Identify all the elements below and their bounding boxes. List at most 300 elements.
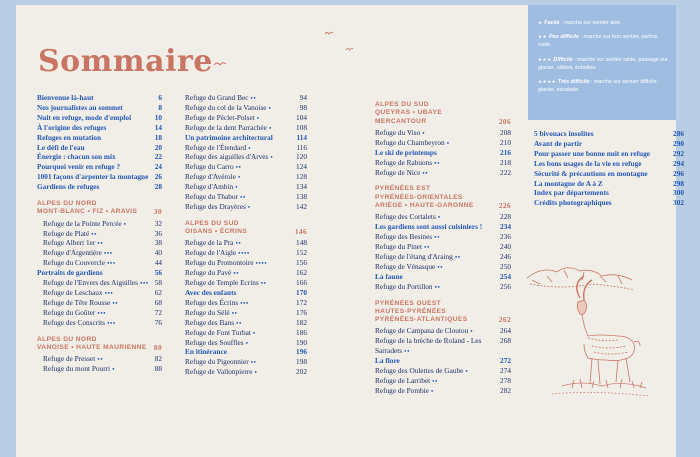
difficulty-stars-icon: ●● <box>231 309 238 315</box>
page-number: 40 <box>154 248 162 258</box>
toc-refuge-entry[interactable] <box>185 143 307 153</box>
section-heading[interactable] <box>185 228 307 236</box>
toc-chapter-label: Le ski de printemps <box>375 147 437 157</box>
page-number: 286 <box>673 129 684 138</box>
toc-refuge-label: Refuge des Drayères ● <box>185 201 251 211</box>
difficulty-stars-icon: ●●● <box>97 309 107 315</box>
toc-refuge-entry[interactable] <box>185 318 307 328</box>
toc-refuge-entry[interactable] <box>185 298 307 308</box>
toc-refuge-label: Refuge des Oulettes de Gaube ● <box>375 366 469 376</box>
toc-refuge-label: Refuge Albert 1er ●● <box>43 238 104 248</box>
toc-chapter[interactable] <box>37 182 162 192</box>
section-heading[interactable] <box>375 202 511 210</box>
page-number: 210 <box>500 137 511 147</box>
toc-refuge-label: Refuge de l'Étendard ● <box>185 142 252 152</box>
section-heading-label: HAUTES-PYRÉNÉES <box>375 307 447 315</box>
toc-refuge-entry[interactable] <box>37 318 162 328</box>
difficulty-stars-icon: ● <box>470 328 474 334</box>
difficulty-stars-icon: ●● <box>434 234 440 240</box>
page-number: 274 <box>500 366 511 376</box>
toc-refuge-entry[interactable] <box>375 128 511 138</box>
difficulty-stars-icon: ● <box>248 144 252 150</box>
section-heading-label: PYRÉNÉES OUEST <box>375 299 442 307</box>
difficulty-stars-icon: ●●● <box>107 319 116 325</box>
toc-chapter[interactable] <box>37 162 162 172</box>
bird-icon <box>345 46 354 52</box>
toc-chapter[interactable] <box>37 133 162 143</box>
toc-refuge-label: Refuge du Couvercle ●●● <box>43 258 116 268</box>
toc-chapter-label: Portraits de gardiens <box>37 268 103 278</box>
page-number: 302 <box>673 198 684 208</box>
page-number: 146 <box>294 227 307 237</box>
toc-refuge-entry[interactable] <box>185 328 307 338</box>
page-number: 62 <box>154 288 162 297</box>
ibex-illustration <box>522 262 652 402</box>
page-number: 14 <box>154 122 162 132</box>
toc-refuge-label: Refuge des aiguilles d'Arves ● <box>185 152 274 162</box>
section-heading[interactable] <box>375 185 511 193</box>
toc-column-2 <box>185 93 307 377</box>
page-number: 20 <box>154 142 162 152</box>
toc-refuge-label: Refuge de Presset ●● <box>43 354 104 364</box>
difficulty-stars-icon: ●● <box>97 240 104 246</box>
page-number: 296 <box>673 168 684 178</box>
difficulty-stars-icon: ●● <box>422 169 429 175</box>
section-heading[interactable] <box>37 200 162 208</box>
page-number: 114 <box>296 132 307 142</box>
toc-refuge-label: Refuge de Pombie ● <box>375 385 434 395</box>
toc-chapter-label: La faune <box>375 271 403 281</box>
toc-column-3 <box>375 93 511 396</box>
toc-chapter[interactable] <box>534 179 684 189</box>
difficulty-stars-icon: ● <box>268 124 272 130</box>
toc-refuge-entry[interactable] <box>185 202 307 212</box>
page-number: 26 <box>154 172 162 182</box>
difficulty-stars-icon: ●● <box>454 253 461 259</box>
toc-refuge-label: Refuge de Leschaux ●●● <box>43 288 114 297</box>
difficulty-stars-icon: ● <box>237 174 241 180</box>
page-number: 208 <box>500 127 511 137</box>
page-number: 216 <box>500 147 511 157</box>
toc-refuge-label: Refuge d'Avérole ● <box>185 172 241 182</box>
page-title: Sommaire <box>38 44 213 79</box>
legend-level: Peu difficile <box>548 34 579 41</box>
toc-refuge-label: Refuge du Promontoire ●●●● <box>185 258 268 268</box>
difficulty-stars-icon: ●●● <box>240 299 249 305</box>
toc-refuge-entry[interactable] <box>37 288 162 298</box>
toc-chapter[interactable] <box>185 347 307 357</box>
difficulty-stars-icon: ●● <box>112 299 119 305</box>
toc-chapter-label: La flore <box>375 356 400 366</box>
toc-refuge-entry[interactable] <box>185 182 307 192</box>
toc-refuge-label: Refuge de Platé ●● <box>43 228 98 238</box>
page-number: 182 <box>296 317 307 327</box>
toc-refuge-entry[interactable] <box>37 258 162 268</box>
toc-refuge-entry[interactable] <box>37 278 162 288</box>
difficulty-stars-icon: ● <box>123 220 127 226</box>
page-number: 290 <box>673 138 684 148</box>
page-number: 206 <box>498 116 511 126</box>
toc-refuge-label: Refuge du Goûter ●●● <box>43 307 107 317</box>
page-number: 254 <box>500 271 511 281</box>
toc-refuge-entry[interactable] <box>375 242 511 252</box>
toc-chapter[interactable] <box>534 129 684 139</box>
legend-desc: : marche sur sentier aisé. <box>559 20 622 26</box>
section-heading[interactable] <box>375 109 511 117</box>
toc-refuge-label: Refuge des Souffles ● <box>185 337 249 347</box>
section-heading-label: ALPES DU NORD <box>37 335 97 343</box>
toc-chapter-label: Crédits photographiques <box>534 198 612 208</box>
page-number: 166 <box>296 278 307 288</box>
section-heading-label: PYRÉNÉES-ORIENTALES <box>375 193 463 201</box>
page-number: 222 <box>500 167 511 177</box>
difficulty-stars-icon: ●● <box>97 356 104 362</box>
toc-refuge-label: Refuge des Écrins ●●● <box>185 297 249 307</box>
difficulty-stars-icon: ●● <box>424 244 430 250</box>
toc-refuge-label: Refuge d'Argentière ●●● <box>43 248 113 258</box>
toc-refuge-label: Refuge du Grand Bec ●● <box>185 93 257 102</box>
section-heading-label: VANOISE • HAUTE MAURIENNE <box>37 343 147 351</box>
section-heading-label: ARIÈGE • HAUTE-GARONNE <box>375 202 474 210</box>
difficulty-stars-icon: ●● <box>250 95 257 100</box>
difficulty-stars-icon: ● <box>254 369 258 375</box>
section-heading[interactable] <box>375 101 511 109</box>
toc-chapter-label: Nuit en refuge, mode d'emploi <box>37 112 132 122</box>
toc-refuge-entry[interactable] <box>37 248 162 258</box>
toc-chapter[interactable] <box>534 169 684 179</box>
toc-refuge-entry[interactable] <box>37 298 162 308</box>
difficulty-stars-icon: ● <box>247 203 251 209</box>
section-heading[interactable] <box>375 300 511 308</box>
toc-refuge-label: Refuge de Vénasque ●● <box>375 261 444 271</box>
toc-refuge-entry[interactable] <box>185 162 307 172</box>
page-number: 108 <box>296 122 307 132</box>
toc-refuge-entry[interactable] <box>185 93 307 103</box>
difficulty-stars-icon: ●●● <box>107 260 116 266</box>
toc-refuge-entry[interactable] <box>375 282 511 292</box>
toc-refuge-entry[interactable] <box>185 172 307 182</box>
toc-refuge-entry[interactable] <box>37 229 162 239</box>
toc-refuge-entry[interactable] <box>37 364 162 374</box>
page-number: 128 <box>296 172 307 182</box>
page-number: 282 <box>500 385 511 395</box>
page-number: 294 <box>673 158 684 168</box>
toc-refuge-entry[interactable] <box>185 367 307 377</box>
toc-refuge-entry[interactable] <box>185 152 307 162</box>
toc-chapter[interactable] <box>37 123 162 133</box>
page-number: 250 <box>500 261 511 271</box>
page-number: 36 <box>154 228 162 238</box>
page-number: 162 <box>296 268 307 278</box>
difficulty-stars-icon: ● <box>446 139 450 145</box>
toc-refuge-label: Refuge des Besines ●● <box>375 232 440 242</box>
toc-refuge-entry[interactable] <box>375 386 511 396</box>
difficulty-stars-icon: ●● <box>250 359 257 365</box>
difficulty-stars-icon: ●●● <box>139 280 149 286</box>
toc-refuge-label: Refuge du Sélé ●● <box>185 307 238 317</box>
page-number: 228 <box>500 212 511 222</box>
toc-chapter-label: Avec des enfants <box>185 288 237 297</box>
page-number: 278 <box>500 375 511 385</box>
page-number: 264 <box>500 326 511 336</box>
toc-refuge-entry[interactable] <box>37 354 162 364</box>
section-heading[interactable] <box>375 308 511 316</box>
toc-chapter[interactable] <box>37 172 162 182</box>
toc-refuge-entry[interactable] <box>375 366 511 376</box>
toc-chapter-label: Le défi de l'eau <box>37 142 85 152</box>
toc-refuge-label: Refuge de Larribet ●● <box>375 375 438 385</box>
section-heading-label: MONT-BLANC • FIZ • ARAVIS <box>37 208 138 216</box>
toc-column-1 <box>37 93 162 374</box>
legend-item <box>538 56 668 72</box>
legend-item <box>538 19 668 27</box>
toc-refuge-label: Refuge du Pigeonnier ●● <box>185 357 257 367</box>
toc-refuge-entry[interactable] <box>375 138 511 148</box>
toc-chapter[interactable] <box>185 133 307 143</box>
toc-chapter[interactable] <box>534 198 684 208</box>
difficulty-stars-icon: ●● <box>233 270 240 276</box>
difficulty-stars-icon: ● <box>465 368 469 374</box>
toc-chapter-label: Bienvenue là-haut <box>37 93 94 102</box>
toc-chapter[interactable] <box>185 288 307 298</box>
difficulty-stars-icon: ★★★ <box>538 56 554 62</box>
difficulty-stars-icon: ● <box>235 184 239 190</box>
toc-chapter[interactable] <box>37 268 162 278</box>
toc-chapter-label: Les gardiens sont aussi cuisiniers ! <box>375 222 483 232</box>
toc-refuge-entry[interactable] <box>375 252 511 262</box>
page-number: 236 <box>500 232 511 242</box>
toc-chapter[interactable] <box>37 103 162 113</box>
page-number: 124 <box>296 162 307 172</box>
toc-chapter-label: La montagne de A à Z <box>534 178 603 188</box>
difficulty-stars-icon: ● <box>245 339 249 345</box>
toc-chapter-label: Index par départements <box>534 188 609 198</box>
page-number: 10 <box>154 112 162 122</box>
page-number: 226 <box>498 201 511 211</box>
legend-level: Très difficile <box>557 79 590 86</box>
toc-refuge-entry[interactable] <box>375 336 511 356</box>
page-number: 172 <box>296 297 307 307</box>
toc-refuge-entry[interactable] <box>375 376 511 386</box>
toc-chapter[interactable] <box>375 148 511 158</box>
difficulty-stars-icon: ★★ <box>538 34 549 40</box>
page-number: 142 <box>296 201 307 211</box>
toc-refuge-entry[interactable] <box>375 232 511 242</box>
toc-refuge-entry[interactable] <box>185 238 307 248</box>
page-number: 68 <box>154 297 162 307</box>
page-number: 22 <box>154 152 162 162</box>
section-heading[interactable] <box>37 344 162 352</box>
page-number: 138 <box>296 192 307 202</box>
page-number: 120 <box>296 152 307 162</box>
page-number: 58 <box>154 278 162 288</box>
difficulty-stars-icon: ● <box>256 114 260 120</box>
toc-refuge-entry[interactable] <box>185 338 307 348</box>
toc-refuge-label: Refuge de la dent Parrachée ● <box>185 122 272 132</box>
page-number: 300 <box>673 188 684 198</box>
difficulty-stars-icon: ●●●● <box>255 260 268 266</box>
toc-chapter[interactable] <box>534 188 684 198</box>
page-number: 198 <box>296 357 307 367</box>
toc-refuge-label: Refuge de Nice ●● <box>375 167 429 177</box>
page-number: 104 <box>296 112 307 122</box>
toc-chapter-label: Les bons usages de la vie en refuge <box>534 158 642 168</box>
difficulty-stars-icon: ●● <box>260 280 267 286</box>
toc-refuge-label: Refuge de l'étang d'Araing ●● <box>375 251 461 261</box>
section-heading[interactable] <box>375 118 511 126</box>
page-number: 56 <box>154 268 162 278</box>
page-number: 152 <box>296 248 307 258</box>
page-number: 298 <box>673 178 684 188</box>
toc-refuge-entry[interactable] <box>375 158 511 168</box>
difficulty-stars-icon: ●● <box>437 263 444 269</box>
page-number: 88 <box>154 364 162 374</box>
section-heading[interactable] <box>375 194 511 202</box>
toc-chapter[interactable] <box>534 139 684 149</box>
page-number: 38 <box>154 238 162 248</box>
section-heading[interactable] <box>37 336 162 344</box>
toc-refuge-entry[interactable] <box>375 212 511 222</box>
section-heading-label: ALPES DU SUD <box>375 101 429 108</box>
section-heading-label: PYRÉNÉES-ATLANTIQUES <box>375 316 468 324</box>
page-number: 44 <box>154 258 162 268</box>
toc-refuge-entry[interactable] <box>375 326 511 336</box>
toc-chapter-label: Pourquoi venir en refuge ? <box>37 162 121 172</box>
page-number: 156 <box>296 258 307 268</box>
toc-refuge-entry[interactable] <box>185 113 307 123</box>
toc-refuge-label: Refuge de l'Envers des Aiguilles ●●● <box>43 278 149 288</box>
toc-chapter[interactable] <box>37 113 162 123</box>
toc-refuge-label: Refuge du Viso ● <box>375 127 426 137</box>
difficulty-stars-icon: ●● <box>432 377 438 383</box>
toc-chapter-label: Nos journalistes au sommet <box>37 102 123 112</box>
page-number: 80 <box>153 342 162 352</box>
toc-chapter[interactable] <box>534 149 684 159</box>
toc-chapter-label: À l'origine des refuges <box>37 122 107 132</box>
toc-refuge-entry[interactable] <box>185 103 307 113</box>
page-number: 94 <box>299 93 307 102</box>
legend-desc: : marche sur sentier difficile, glacier, escalade. <box>538 79 658 94</box>
difficulty-stars-icon: ●● <box>434 159 440 165</box>
toc-refuge-label: Refuge de Font Turbat ● <box>185 327 256 337</box>
toc-chapter[interactable] <box>375 272 511 282</box>
section-heading[interactable] <box>375 316 511 324</box>
toc-refuge-label: Refuge de Campana de Cloutou ● <box>375 326 474 336</box>
page-number: 202 <box>296 367 307 377</box>
toc-chapter-label: Énergie : chacun son mix <box>37 152 116 162</box>
toc-chapter-label: En itinérance <box>185 347 227 357</box>
toc-refuge-entry[interactable] <box>185 192 307 202</box>
toc-chapter[interactable] <box>375 222 511 232</box>
toc-chapter-label: Avant de partir <box>534 138 583 148</box>
toc-refuge-label: Refuge de l'Aigle ●●●● <box>185 248 250 258</box>
difficulty-stars-icon: ★ <box>538 20 545 25</box>
toc-refuge-label: Refuge des Conscrits ●●● <box>43 317 116 327</box>
toc-refuge-label: Refuge du Pavé ●● <box>185 268 240 278</box>
page-number: 32 <box>154 218 162 228</box>
toc-chapter-label: Un patrimoine architectural <box>185 132 273 142</box>
toc-refuge-entry[interactable] <box>185 248 307 258</box>
page-number: 170 <box>296 288 307 297</box>
toc-chapter[interactable] <box>37 143 162 153</box>
page-number: 262 <box>498 315 511 325</box>
toc-refuge-entry[interactable] <box>375 262 511 272</box>
legend-level: Difficile <box>553 56 573 63</box>
page-number: 234 <box>500 222 511 232</box>
page-number: 30 <box>153 207 162 217</box>
page-number: 186 <box>296 327 307 337</box>
difficulty-stars-icon: ●● <box>239 194 246 200</box>
toc-refuge-entry[interactable] <box>185 357 307 367</box>
toc-refuge-label: Refuge du Carro ●● <box>185 162 242 172</box>
toc-chapter-label: Pour passer une bonne nuit en refuge <box>534 148 650 158</box>
toc-refuge-entry[interactable] <box>185 278 307 288</box>
difficulty-stars-icon: ●● <box>236 319 242 325</box>
toc-refuge-label: Refuge de Temple Ecrins ●● <box>185 278 267 288</box>
toc-refuge-label: Refuge du Portillon ●● <box>375 281 441 291</box>
toc-chapter-label: Gardiens de refuges <box>37 182 100 192</box>
difficulty-stars-icon: ● <box>268 104 272 110</box>
section-heading-label: MERCANTOUR <box>375 117 427 125</box>
toc-chapter[interactable] <box>534 159 684 169</box>
difficulty-stars-icon: ● <box>270 154 274 160</box>
toc-refuge-entry[interactable] <box>185 123 307 133</box>
toc-refuge-label: Refuge de la Pointe Percée ● <box>43 218 127 228</box>
page-number: 8 <box>158 102 162 112</box>
toc-refuge-entry[interactable] <box>37 308 162 318</box>
toc-refuge-label: Refuge de Péclet-Polset ● <box>185 112 260 122</box>
page-number: 218 <box>500 157 511 167</box>
page-number: 82 <box>154 354 162 364</box>
page-number: 28 <box>154 182 162 192</box>
toc-chapter[interactable] <box>37 152 162 162</box>
toc-chapter[interactable] <box>375 356 511 366</box>
section-heading-label: ALPES DU NORD <box>37 200 97 208</box>
section-heading[interactable] <box>37 208 162 216</box>
bird-icon <box>324 30 334 37</box>
toc-refuge-label: Refuge d'Ambin ● <box>185 182 239 192</box>
section-heading[interactable] <box>185 220 307 228</box>
page-number: 190 <box>296 337 307 347</box>
toc-refuge-entry[interactable] <box>185 268 307 278</box>
page-number: 292 <box>673 148 684 158</box>
legend-desc: : marche sur sentier raide, passage sur glacier, câbles, échelles. <box>538 56 668 71</box>
difficulty-stars-icon: ●● <box>235 164 242 170</box>
bird-icon <box>213 60 227 68</box>
toc-refuge-entry[interactable] <box>185 258 307 268</box>
section-heading-label: OISANS • ÉCRINS <box>185 228 248 236</box>
page-number: 18 <box>154 132 162 142</box>
toc-refuge-entry[interactable] <box>375 168 511 178</box>
page-number: 246 <box>500 251 511 261</box>
toc-refuge-label: Refuge de la brèche de Roland - Les Sarradets ●● <box>375 336 482 356</box>
toc-chapter-label: Refuges en mutation <box>37 132 102 142</box>
toc-refuge-label: Refuge du mont Pourri ● <box>43 364 116 374</box>
page-number: 256 <box>500 281 511 291</box>
toc-refuge-entry[interactable] <box>185 308 307 318</box>
legend-level: Facile <box>544 20 560 26</box>
page-number: 148 <box>296 238 307 248</box>
page-number: 116 <box>296 142 307 152</box>
difficulty-stars-icon: ●●● <box>103 250 113 256</box>
section-heading-label: ALPES DU SUD <box>185 219 239 227</box>
legend-item <box>538 33 668 49</box>
toc-column-4 <box>534 129 684 208</box>
page-number: 72 <box>154 307 162 317</box>
toc-chapter[interactable] <box>37 93 162 103</box>
toc-refuge-entry[interactable] <box>37 238 162 248</box>
toc-refuge-entry[interactable] <box>37 219 162 229</box>
